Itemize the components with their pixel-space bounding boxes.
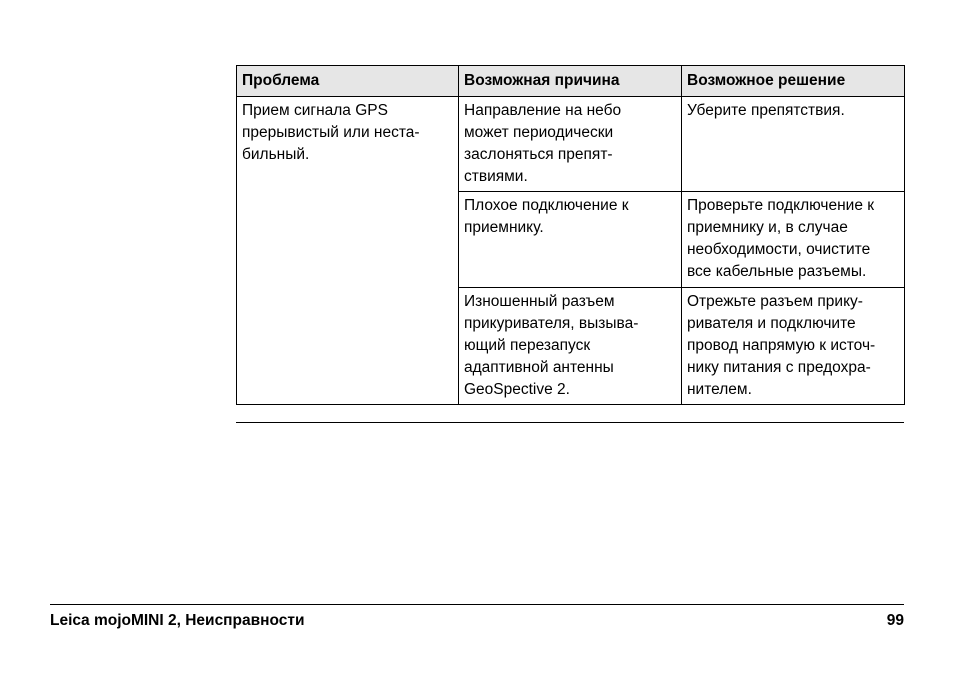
table-row: [237, 97, 905, 192]
footer-divider: [50, 604, 904, 605]
troubleshooting-table: [236, 65, 905, 405]
solution-cell: Проверьте подключение к приемнику и, в случае необходимости, очистите все кабельные разъемы.: [682, 192, 905, 288]
page-number: 99: [886, 612, 904, 629]
solution-cell: Отрежьте разъем прику- ривателя и подключите провод напрямую к источ- нику питания с предохра- нителем.: [682, 288, 905, 405]
section-divider: [236, 422, 904, 423]
solution-cell: Уберите препятствия.: [682, 97, 905, 192]
header-possible-cause: Возможная причина: [459, 66, 682, 97]
header-problem: Проблема: [237, 66, 459, 97]
cause-cell: Направление на небо может периодически заслоняться препят- ствиями.: [459, 97, 682, 192]
footer-title: Leica mojoMINI 2, Неисправности: [50, 612, 305, 629]
cause-cell: Плохое подключение к приемнику.: [459, 192, 682, 288]
table-header-row: [237, 66, 905, 97]
header-possible-solution: Возможное решение: [682, 66, 905, 97]
cause-cell: Изношенный разъем прикуривателя, вызыва- ющий перезапуск адаптивной антенны GeoSpective 2.: [459, 288, 682, 405]
problem-cell: Прием сигнала GPS прерывистый или неста- бильный.: [237, 97, 459, 405]
